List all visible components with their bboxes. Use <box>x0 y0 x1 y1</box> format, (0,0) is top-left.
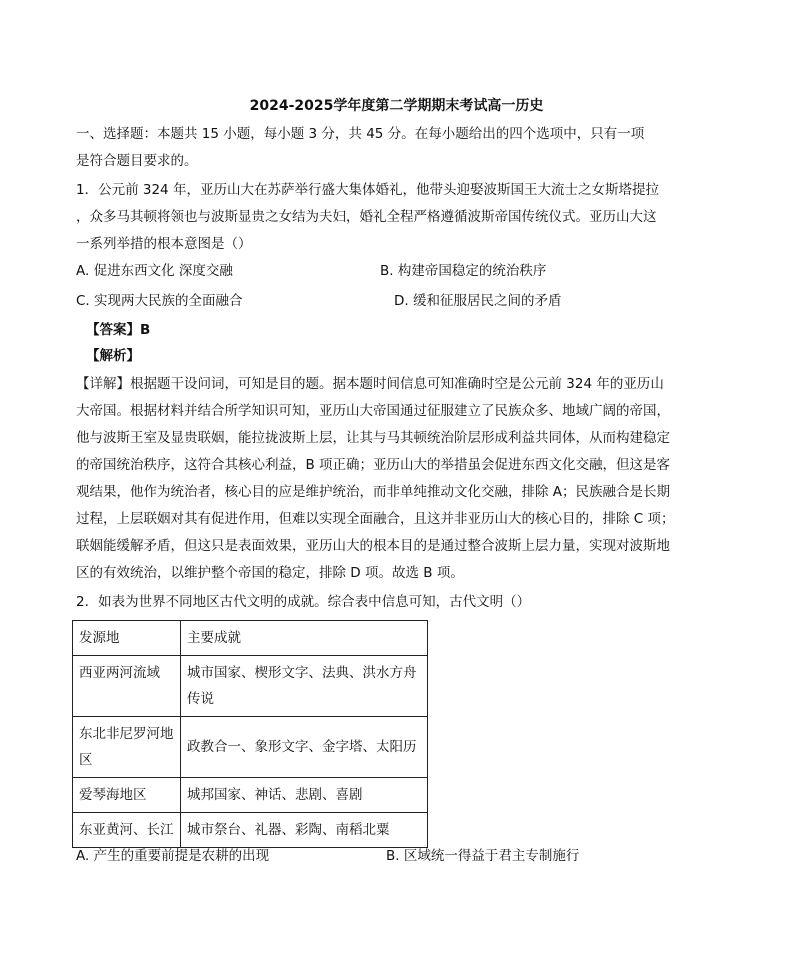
q1-option-b: B. 构建帝国稳定的统治秩序 <box>380 263 547 279</box>
q1-option-d: D. 缓和征服居民之间的矛盾 <box>394 293 562 309</box>
table-header-row <box>73 621 428 656</box>
q2-option-a: A. 产生的重要前提是农耕的出现 <box>76 848 270 864</box>
page-title: 2024-2025学年度第二学期期末考试高一历史 <box>249 98 544 114</box>
q1-detail-line: 的帝国统治秩序，这符合其核心利益，B 项正确；亚历山大的举措虽会促进东西文化交融，但这是客 <box>76 457 671 473</box>
table-cell-achievement: 政教合一、象形文字、金字塔、太阳历 <box>181 717 428 778</box>
q1-analysis-label: 【解析】 <box>86 348 140 364</box>
q1-stem-line3: 一系列举措的根本意图是（） <box>76 236 252 252</box>
table-cell-origin: 爱琴海地区 <box>73 778 181 813</box>
q1-answer: 【答案】B <box>86 322 151 338</box>
table-row <box>73 717 428 778</box>
table-cell-origin: 东北非尼罗河地区 <box>73 717 181 778</box>
table-cell-origin: 西亚两河流域 <box>73 656 181 717</box>
q1-detail-line: 过程，上层联姻对其有促进作用，但难以实现全面融合，且这并非亚历山大的核心目的，排除 C 项； <box>76 511 675 527</box>
q1-stem-line2: ，众多马其顿将领也与波斯显贵之女结为夫妇，婚礼全程严格遵循波斯帝国传统仪式。亚历山大这 <box>76 209 657 225</box>
table-header-cell: 发源地 <box>73 621 181 656</box>
q2-option-b: B. 区域统一得益于君主专制施行 <box>386 848 580 864</box>
q2-stem: 2．如表为世界不同地区古代文明的成就。综合表中信息可知，古代文明（） <box>76 594 531 610</box>
section-heading-line1: 一、选择题：本题共 15 小题，每小题 3 分，共 45 分。在每小题给出的四个选项中，只有一项 <box>76 126 645 142</box>
q1-option-c: C. 实现两大民族的全面融合 <box>76 293 243 309</box>
table-row <box>73 813 428 848</box>
table-row <box>73 778 428 813</box>
q1-option-a: A. 促进东西文化 深度交融 <box>76 263 233 279</box>
table-row <box>73 656 428 717</box>
table-cell-achievement: 城市国家、楔形文字、法典、洪水方舟传说 <box>181 656 428 717</box>
q1-detail-line: 他与波斯王室及显贵联姻，能拉拢波斯上层，让其与马其顿统治阶层形成利益共同体，从而构建稳定 <box>76 430 670 446</box>
q1-detail-line: 【详解】根据题干设问词，可知是目的题。据本题时间信息可知准确时空是公元前 324 年的亚历山 <box>76 376 664 392</box>
table-header-cell: 主要成就 <box>181 621 428 656</box>
section-heading-line2: 是符合题目要求的。 <box>76 153 198 169</box>
q1-detail-line: 大帝国。根据材料并结合所学知识可知，亚历山大帝国通过征服建立了民族众多、地域广阔的帝国， <box>76 403 670 419</box>
q1-detail-line: 观结果，他作为统治者，核心目的应是维护统治，而非单纯推动文化交融，排除 A；民族融合是长期 <box>76 484 671 500</box>
table-cell-achievement: 城市祭台、礼器、彩陶、南稻北粟 <box>181 813 428 848</box>
q1-detail-line: 区的有效统治，以维护整个帝国的稳定，排除 D 项。故选 B 项。 <box>76 565 464 581</box>
table-cell-achievement: 城邦国家、神话、悲剧、喜剧 <box>181 778 428 813</box>
table-cell-origin: 东亚黄河、长江 <box>73 813 181 848</box>
q1-detail-line: 联姻能缓解矛盾，但这只是表面效果，亚历山大的根本目的是通过整合波斯上层力量，实现对波斯地 <box>76 538 670 554</box>
civilization-table <box>72 620 428 848</box>
q1-stem-line1: 1．公元前 324 年，亚历山大在苏萨举行盛大集体婚礼，他带头迎娶波斯国王大流士之女斯塔提拉 <box>76 182 659 198</box>
